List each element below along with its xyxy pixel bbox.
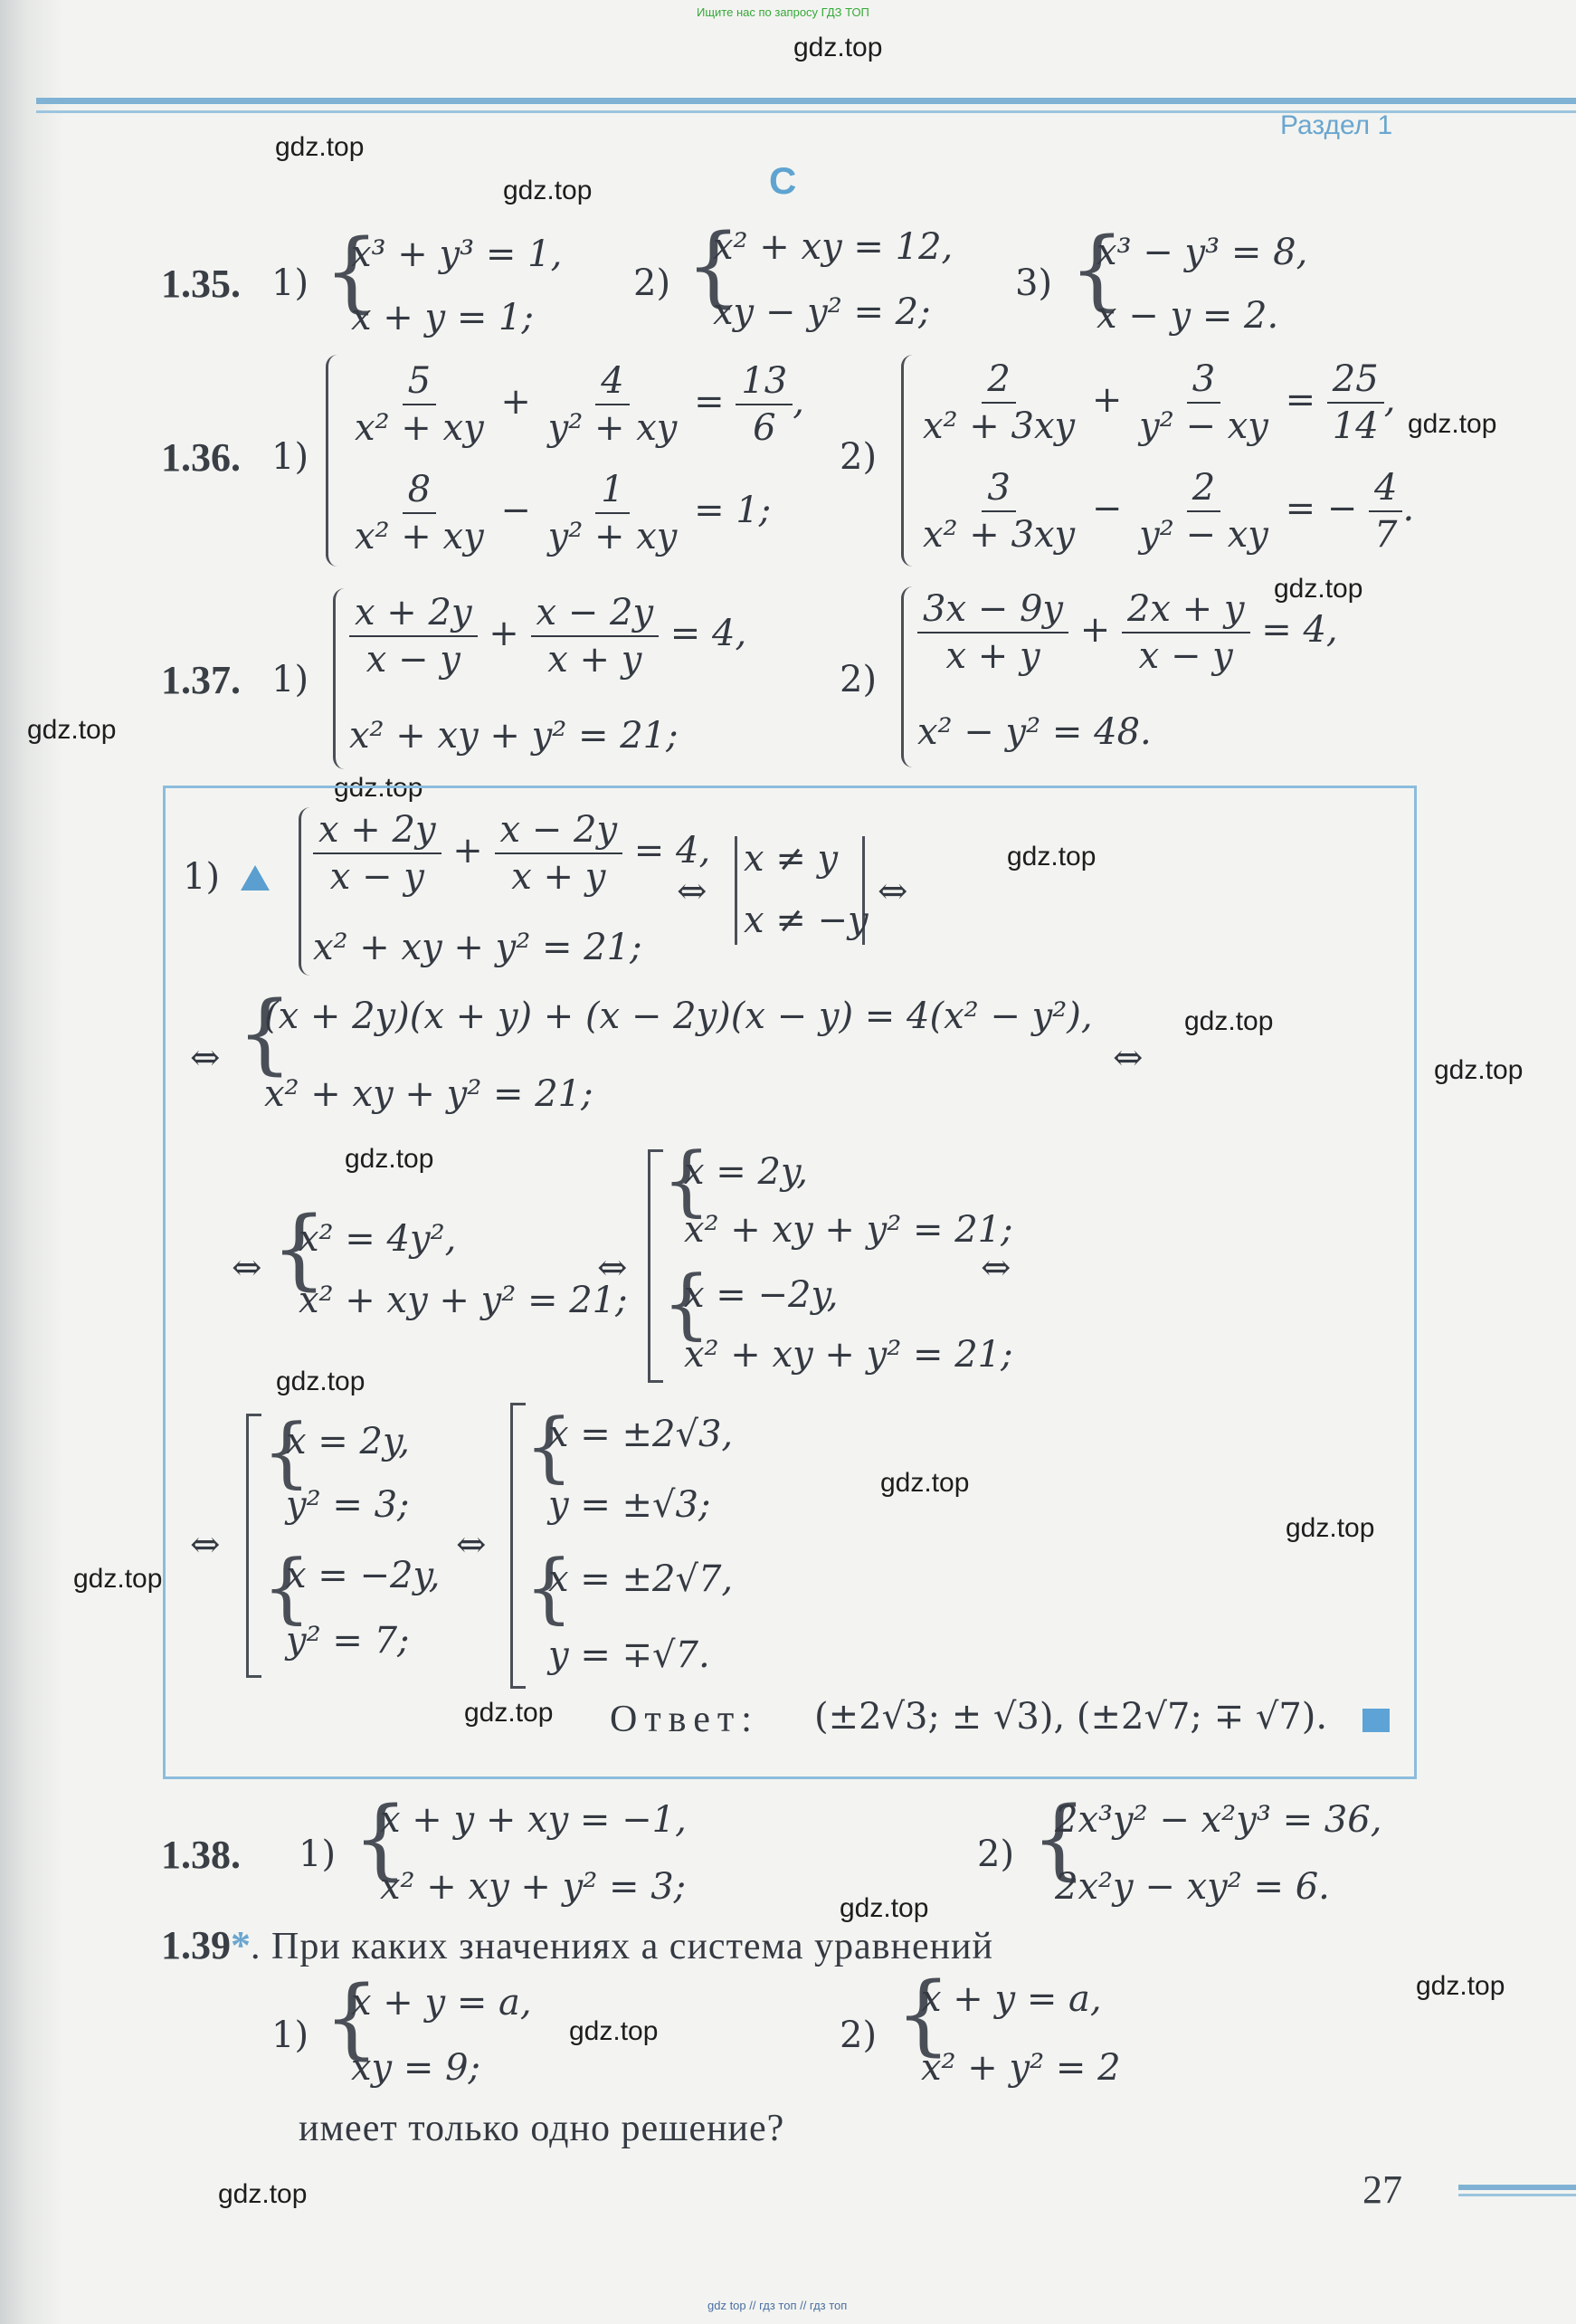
equation: x + y = a,: [351, 1982, 532, 2024]
fraction-equation: $\frac{8}{\text{x² + xy}}$ − $\frac{1}{\text{y² + xy}}$ = 1;: [355, 469, 772, 557]
part-label: 2): [977, 1833, 1015, 1875]
fraction-equation: $\frac{5}{\text{x² + xy}}$ + $\frac{4}{\text{y² + xy}}$ = $\frac{13}{6}$ ,: [355, 360, 804, 449]
equation: x³ − y³ = 8,: [1097, 232, 1308, 273]
condition: x ≠ y: [744, 838, 839, 880]
system-brace: [901, 355, 913, 567]
footer-rule: [1458, 2185, 1576, 2190]
equation: x = −2y,: [286, 1555, 441, 1596]
equation: y = ∓√7.: [548, 1634, 710, 1676]
system-brace: {: [262, 1543, 311, 1632]
problem-number-1-39: 1.39: [161, 1923, 231, 1967]
solution-start-triangle-icon: [241, 865, 270, 891]
equation: y² = 3;: [286, 1484, 410, 1526]
problem-number-1-38: 1.38.: [161, 1833, 241, 1877]
bottom-note: gdz top // гдз топ // гдз топ: [707, 2299, 848, 2312]
equation: x² + xy + y² = 21;: [264, 1073, 593, 1115]
equation: x³ + y³ = 1,: [351, 233, 563, 275]
part-label: 3): [1015, 262, 1053, 304]
iff-symbol: ⇔: [190, 1524, 221, 1566]
iff-symbol: ⇔: [456, 1524, 487, 1566]
equation: x² + xy + y² = 21;: [313, 927, 642, 968]
watermark: gdz.top: [880, 1468, 970, 1498]
equation: x² = 4y²,: [299, 1218, 457, 1260]
watermark: gdz.top: [464, 1698, 554, 1728]
equation: x + y = a,: [921, 1978, 1102, 2020]
answer-label: Ответ:: [610, 1699, 759, 1740]
iff-symbol: ⇔: [981, 1247, 1011, 1289]
problem-1-39-statement: [161, 1922, 993, 1968]
union-bracket: [246, 1414, 261, 1678]
system-brace: [901, 586, 913, 767]
part-label: 2): [840, 659, 878, 700]
part-label: 2): [840, 436, 878, 478]
equation: x² + xy + y² = 3;: [380, 1866, 687, 1908]
equation: x² + xy + y² = 21;: [684, 1209, 1013, 1251]
system-brace: {: [237, 983, 293, 1084]
system-brace: [333, 588, 345, 769]
equation: x = ±2√3,: [548, 1414, 734, 1455]
system-brace: {: [686, 215, 742, 317]
equation: y = ±√3;: [548, 1484, 711, 1526]
watermark: gdz.top: [1274, 574, 1363, 604]
system-brace: {: [353, 1788, 409, 1890]
system-brace: {: [662, 1259, 711, 1348]
system-brace: {: [525, 1402, 574, 1491]
header-rule: [36, 98, 1576, 104]
equation: x = 2y,: [286, 1421, 410, 1462]
watermark: gdz.top: [73, 1564, 163, 1594]
watermark: gdz.top: [1416, 1971, 1505, 2001]
equation: (x + 2y)(x + y) + (x − 2y)(x − y) = 4(x² − y²),: [264, 995, 1093, 1037]
fraction-equation: $\frac{3x - 9y}{x + y}$ + $\frac{2x + y}{x - y}$ = 4,: [917, 588, 1338, 677]
answer-value: (±2√3; ± √3), (±2√7; ∓ √7).: [814, 1696, 1328, 1738]
system-brace: {: [262, 1407, 311, 1496]
part-label: 1): [271, 262, 309, 304]
system-brace: {: [324, 1967, 380, 2069]
iff-symbol: ⇔: [232, 1247, 262, 1289]
equation: y² = 7;: [286, 1620, 410, 1662]
iff-symbol: ⇔: [190, 1037, 221, 1079]
condition: x ≠ −y: [744, 900, 869, 941]
equation: x² + xy = 12,: [713, 226, 954, 268]
equation: x = −2y,: [684, 1274, 839, 1316]
page-number: 27: [1362, 2167, 1402, 2212]
part-label: 2): [840, 2014, 878, 2056]
watermark: gdz.top: [840, 1893, 929, 1923]
system-brace: {: [525, 1543, 574, 1632]
watermark: gdz.top: [569, 2016, 659, 2046]
watermark: gdz.top: [218, 2179, 308, 2209]
fraction-equation: $\frac{x + 2y}{x - y}$ + $\frac{x - 2y}{x + y}$ = 4,: [313, 809, 710, 898]
system-brace: {: [896, 1964, 952, 2065]
problem-text: . При каких значениях a система уравнений: [251, 1926, 994, 1967]
watermark: gdz.top: [1184, 1006, 1274, 1036]
union-bracket: [510, 1403, 526, 1689]
system-brace: {: [1031, 1788, 1087, 1890]
union-bracket: [648, 1149, 663, 1383]
star-icon: *: [231, 1923, 251, 1967]
equation: x − y = 2.: [1097, 295, 1279, 337]
part-label: 1): [299, 1833, 337, 1875]
iff-symbol: ⇔: [1113, 1037, 1144, 1079]
watermark: gdz.top: [1007, 842, 1097, 872]
equation: 2x²y − xy² = 6.: [1055, 1866, 1330, 1908]
problem-number-1-35: 1.35.: [161, 262, 241, 306]
fraction-equation: $\frac{3}{\text{x² + 3xy}}$ − $\frac{2}{\text{y² − xy}}$ = − $\frac{4}{7}$ .: [923, 467, 1415, 556]
equation: x = 2y,: [684, 1151, 808, 1193]
equation: x² + xy + y² = 21;: [299, 1280, 628, 1321]
fraction-equation: $\frac{2}{\text{x² + 3xy}}$ + $\frac{3}{\text{y² − xy}}$ = $\frac{25}{14}$ ,: [923, 358, 1396, 447]
system-brace: [326, 355, 337, 567]
watermark: gdz.top: [1434, 1055, 1524, 1085]
equation: x² − y² = 48.: [917, 711, 1152, 753]
problem-number-1-36: 1.36.: [161, 435, 241, 480]
iff-symbol: ⇔: [597, 1247, 628, 1289]
system-brace: {: [271, 1198, 328, 1300]
equation: xy − y² = 2;: [713, 291, 931, 333]
equation: x² + xy + y² = 21;: [349, 715, 679, 757]
solution-part-label: 1): [183, 856, 221, 898]
watermark: gdz.top: [276, 1367, 366, 1396]
watermark: gdz.top: [334, 773, 423, 803]
top-note: Ищите нас по запросу ГДЗ ТОП: [697, 5, 869, 19]
watermark: gdz.top: [1408, 409, 1497, 439]
page-binding-shadow: [0, 0, 63, 2324]
iff-symbol: ⇔: [677, 871, 707, 912]
solution-end-square-icon: [1362, 1709, 1390, 1732]
watermark: gdz.top: [27, 715, 117, 745]
system-brace: [299, 807, 310, 976]
iff-symbol: ⇔: [878, 871, 908, 912]
part-label: 2): [633, 262, 671, 304]
equation: x + y = 1;: [351, 297, 534, 338]
system-brace: {: [662, 1136, 711, 1224]
watermark: gdz.top: [1286, 1513, 1375, 1543]
equation: x² + xy + y² = 21;: [684, 1334, 1013, 1376]
equation: x = ±2√7,: [548, 1558, 734, 1600]
watermark: gdz.top: [503, 176, 593, 205]
part-label: 1): [271, 436, 309, 478]
equation: x² + y² = 2: [921, 2047, 1121, 2089]
equation: xy = 9;: [351, 2047, 481, 2089]
fraction-equation: $\frac{x + 2y}{x - y}$ + $\frac{x - 2y}{x + y}$ = 4,: [349, 592, 746, 681]
section-label: Раздел 1: [1280, 110, 1393, 140]
equation: 2x³y² − x²y³ = 36,: [1055, 1799, 1382, 1841]
equation: x + y + xy = −1,: [380, 1799, 687, 1841]
footer-rule-thin: [1458, 2194, 1576, 2196]
difficulty-level: C: [769, 159, 797, 202]
watermark: gdz.top: [345, 1144, 434, 1174]
problem-number-1-37: 1.37.: [161, 658, 241, 702]
problem-question: имеет только одно решение?: [299, 2108, 785, 2149]
system-brace: {: [324, 221, 380, 322]
watermark: gdz.top: [793, 33, 883, 62]
part-label: 1): [271, 659, 309, 700]
system-brace: {: [1069, 219, 1125, 320]
part-label: 1): [271, 2014, 309, 2056]
watermark: gdz.top: [275, 132, 365, 162]
